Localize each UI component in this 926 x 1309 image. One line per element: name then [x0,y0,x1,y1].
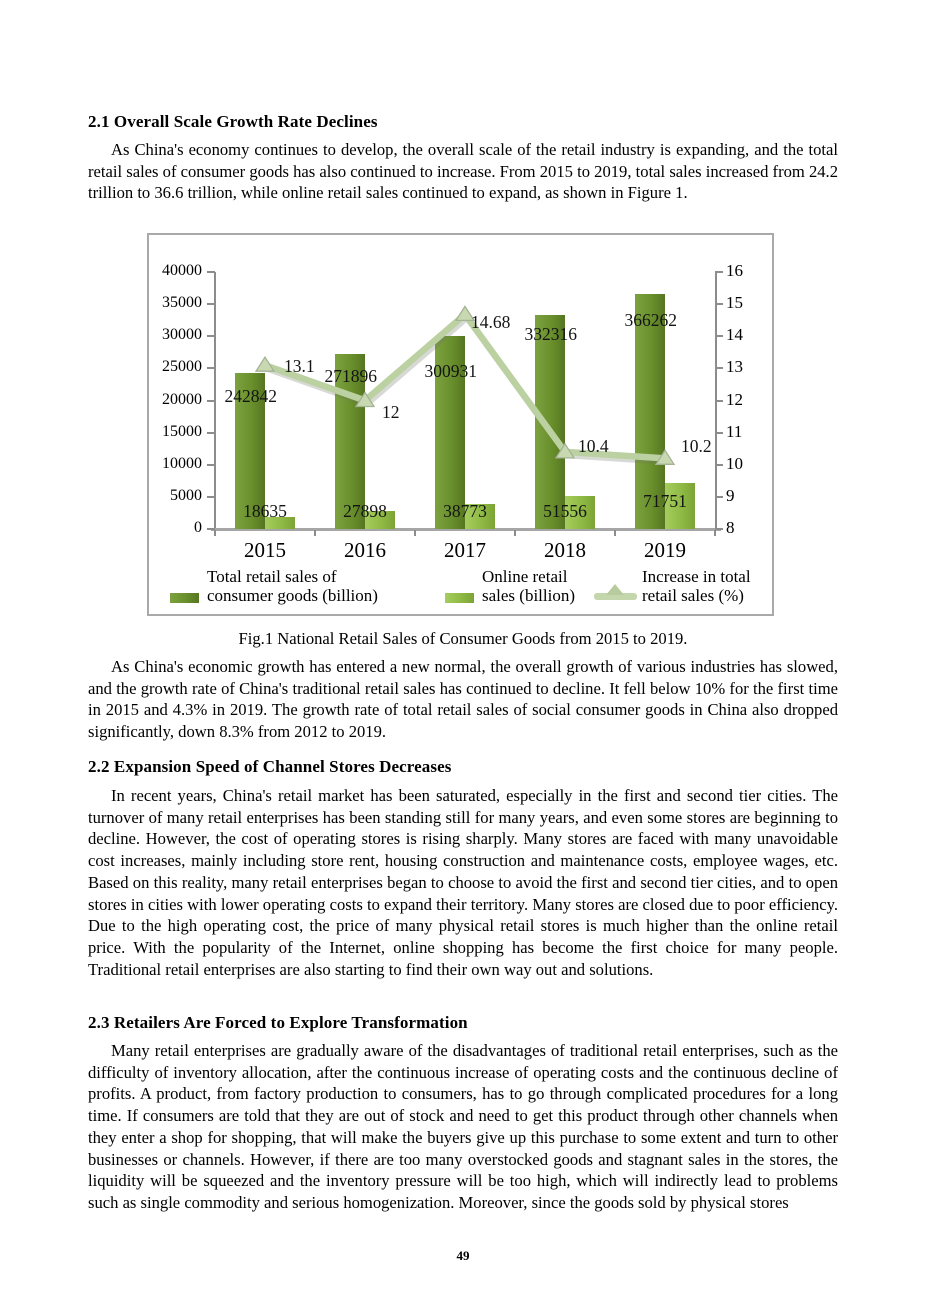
y-axis-tick [207,432,215,434]
secondary-y-axis-tick [715,335,723,337]
legend-label-online: Online retail sales (billion) [482,567,576,605]
y-axis-tick [207,496,215,498]
data-label-rate-2019: 10.2 [681,436,712,456]
secondary-y-axis-label: 13 [726,357,743,377]
secondary-y-axis-tick [715,432,723,434]
x-axis-label: 2017 [444,538,486,562]
data-label-rate-2017: 14.68 [471,312,511,332]
y-axis-tick [207,303,215,305]
secondary-y-axis-tick [715,367,723,369]
data-label-rate-2015: 13.1 [284,356,315,376]
body-paragraph: Many retail enterprises are gradually aware of the disadvantages of traditional retail enterprises, such as the difficulty of inventory allocation, after the continuous increase of operating costs and the continuous decline of profits. A product, from factory production to consumers, has to go through complicated procedures for a long time. If consumers are told that they are out of stock and need to get this product through other channels when they enter a shop for shopping, that will make the buyers give up this purchase to some extent and turn to other businesses or channels. However, if there are too many overstocked goods and stagnant sales in the stores, the liquidity will be squeezed and the inventory pressure will be too high, which will indirectly lead to problems such as single commodity and serious homogenization. Moreover, since the goods sold by physical stores [88,1041,838,1212]
secondary-y-axis-label: 9 [726,485,735,505]
secondary-y-axis-tick [715,496,723,498]
secondary-y-axis-tick [715,303,723,305]
body-paragraph: As China's economic growth has entered a new normal, the overall growth of various industries has slowed, and the growth rate of China's traditional retail sales has continued to decline. It fell below 10% for the first time in 2015 and 4.3% in 2019. The growth rate of total retail sales of social consumer goods in China also dropped significantly, down 8.3% from 2012 to 2019. [88,657,838,742]
secondary-y-axis-tick [715,464,723,466]
x-axis-tick [314,530,316,536]
secondary-y-axis-tick [715,528,723,530]
y-axis-label: 5000 [170,486,202,504]
data-label-total-2017: 300931 [424,360,477,381]
data-label-rate-2016: 12 [382,402,400,422]
x-axis-label: 2016 [344,538,386,562]
y-axis-label: 10000 [162,454,202,472]
data-label-total-2015: 242842 [224,385,277,406]
y-axis-label: 15000 [162,422,202,440]
secondary-y-axis-label: 8 [726,518,735,537]
y-axis-tick [207,335,215,337]
y-axis-tick [207,464,215,466]
secondary-y-axis-label: 14 [726,325,743,345]
x-axis-tick [514,530,516,536]
x-axis-tick [414,530,416,536]
y-axis-label: 30000 [162,326,202,344]
secondary-y-axis-tick [715,271,723,273]
body-paragraph: In recent years, China's retail market has been saturated, especially in the first and second tier cities. The turnover of many retail enterprises has been standing still for many years, and even some stores are beginning to decline. However, the cost of operating stores is rising sharply. Many stores are faced with many unavoidable cost increases, mainly including store rent, housing construction and maintenance costs, employee wages, etc. Based on this reality, many retail enterprises began to choose to avoid the first and second tier cities, and to open stores in cities with lower operating costs to expand their territory. Many stores are closed due to poor efficiency. Due to the high operating cost, the price of many physical retail stores is much higher than the online retail price. With the popularity of the Internet, online shopping has become the first choice for many people. Traditional retail enterprises are also starting to find their own way out and solutions. [88,786,838,979]
data-label-online-2017: 38773 [443,501,487,521]
y-axis-tick [207,271,215,273]
figure-1-chart [147,233,774,616]
secondary-y-axis-label: 16 [726,261,743,280]
x-axis-tick [714,530,716,536]
legend-swatch-total [170,593,199,603]
data-label-online-2016: 27898 [343,501,387,521]
data-label-online-2018: 51556 [543,501,587,521]
y-axis-label: 25000 [162,358,202,376]
data-label-online-2019: 71751 [643,491,687,511]
page-number: 49 [456,1248,470,1263]
body-paragraph: As China's economy continues to develop, the overall scale of the retail industry is expanding, and the total retail sales of consumer goods has also continued to increase. From 2015 to 2019, total sales increased from 24.2 trillion to 36.6 trillion, while online retail sales continued to expand, as shown in Figure 1. [88,140,838,203]
data-label-online-2015: 18635 [243,501,287,521]
x-axis-tick [214,530,216,536]
data-label-total-2019: 366262 [624,309,677,330]
section-heading-2-3: 2.3 Retailers Are Forced to Explore Transformation [88,1013,468,1032]
x-axis-label: 2015 [244,538,286,562]
secondary-y-axis-label: 10 [726,453,743,473]
legend-label-rate: Increase in total retail sales (%) [642,567,751,605]
x-axis-label: 2018 [544,538,586,562]
data-label-rate-2018: 10.4 [578,436,609,456]
data-label-total-2016: 271896 [324,366,377,387]
x-axis-tick [614,530,616,536]
secondary-y-axis-tick [715,400,723,402]
secondary-y-axis-label: 15 [726,293,743,313]
y-axis-label: 35000 [162,294,202,312]
legend-triangle-icon [606,584,624,595]
section-heading-2-2: 2.2 Expansion Speed of Channel Stores Decreases [88,757,452,776]
x-axis-label: 2019 [644,538,686,562]
figure-caption: Fig.1 National Retail Sales of Consumer Goods from 2015 to 2019. [238,629,688,648]
section-heading-2-1: 2.1 Overall Scale Growth Rate Declines [88,112,378,131]
secondary-y-axis-label: 12 [726,389,743,409]
y-axis-label: 40000 [162,262,202,279]
legend-label-total: Total retail sales of consumer goods (billion) [207,567,378,605]
secondary-y-axis-label: 11 [726,421,743,441]
legend-swatch-online [445,593,474,603]
y-axis-label: 0 [194,519,202,536]
y-axis-label: 20000 [162,390,202,408]
y-axis-tick [207,367,215,369]
data-label-total-2018: 332316 [524,324,577,345]
